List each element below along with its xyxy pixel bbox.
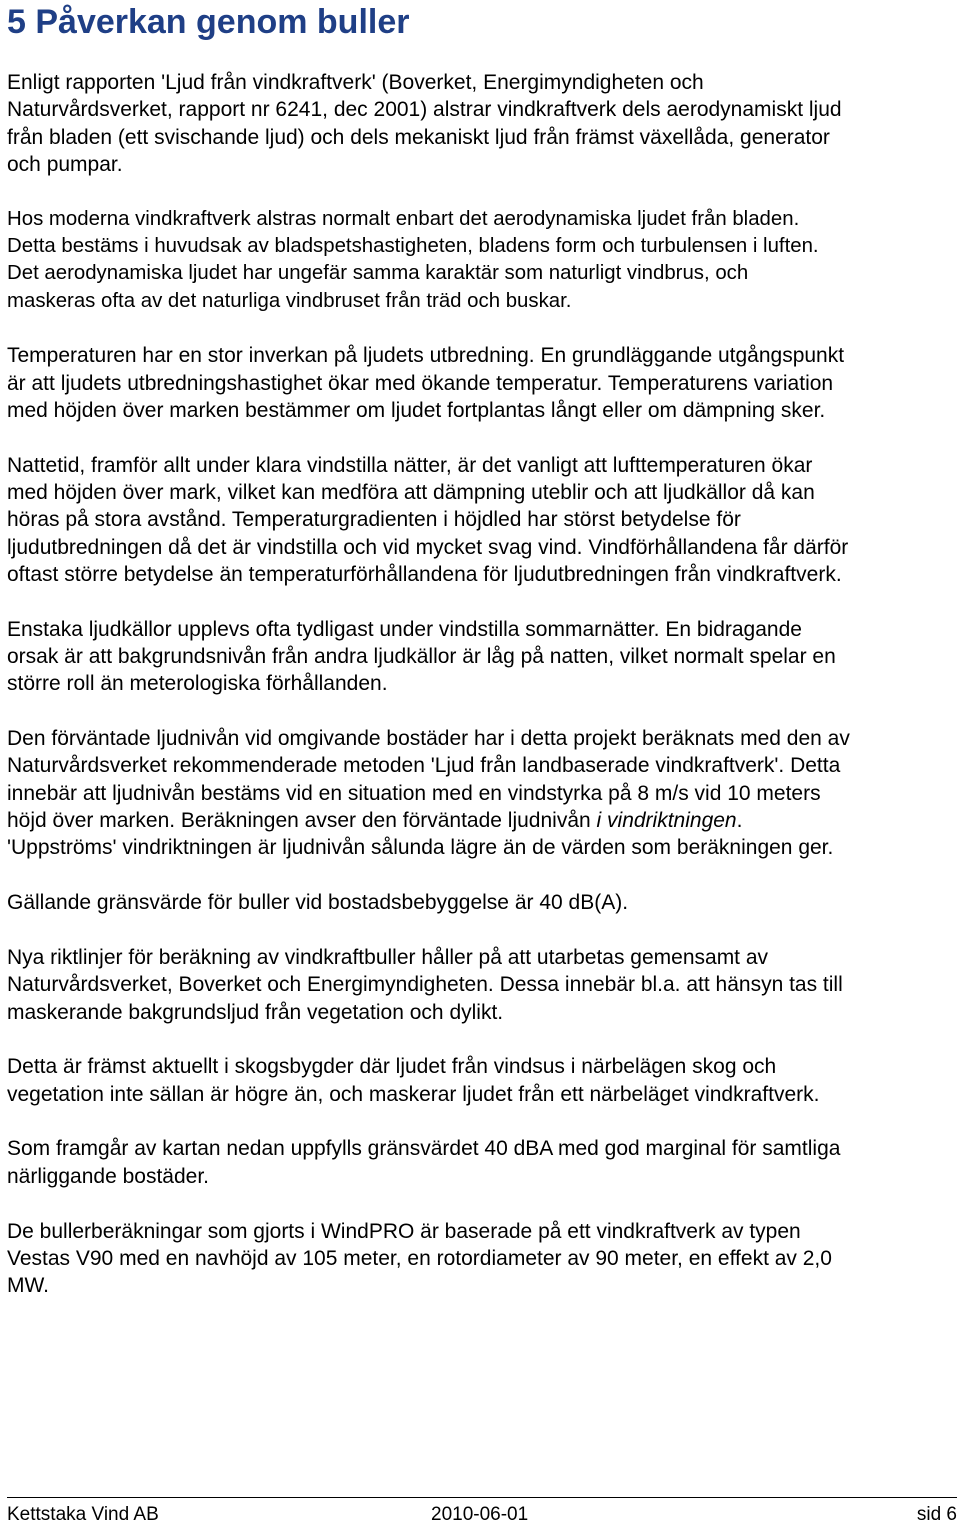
text-line: De bullerberäkningar som gjorts i WindPRO är baserade på ett vindkraftverk av typen: [7, 1219, 801, 1243]
footer-page-number: sid 6: [916, 1504, 957, 1525]
text-line: Som framgår av kartan nedan uppfylls gränsvärdet 40 dBA med god marginal för samtliga: [7, 1137, 841, 1161]
text-line: 'Uppströms' vindriktningen är ljudnivån sålunda lägre än de värden som beräkningen ger.: [7, 836, 834, 860]
paragraph-1: [7, 69, 957, 178]
text-line: oftast större betydelse än temperaturförhållandena för ljudutbredningen från vindkraftverk.: [7, 562, 842, 586]
footer-date: 2010-06-01: [431, 1504, 529, 1525]
text-line: ljudutbredningen då det är vindstilla och vid mycket svag vind. Vindförhållandena får därför: [7, 535, 849, 559]
text-line: Den förväntade ljudnivån vid omgivande bostäder har i detta projekt beräknats med den av: [7, 727, 850, 751]
text-run: .: [736, 809, 743, 833]
text-line: maskerande bakgrundsljud från vegetation och dylikt.: [7, 1000, 504, 1024]
text-line: Naturvårdsverket rekommenderade metoden 'Ljud från landbaserade vindkraftverk'. Detta: [7, 754, 841, 778]
paragraph-6: [7, 725, 957, 861]
text-line: höras på stora avstånd. Temperaturgradienten i höjdled har störst betydelse för: [7, 508, 741, 532]
text-line: större roll än meterologiska förhållanden.: [7, 672, 388, 696]
text-line: Gällande gränsvärde för buller vid bostadsbebyggelse är 40 dB(A).: [7, 891, 629, 915]
text-line: Temperaturen har en stor inverkan på ljudets utbredning. En grundläggande utgångspunkt: [7, 344, 845, 368]
text-line: Naturvårdsverket, Boverket och Energimyndigheten. Dessa innebär bl.a. att hänsyn tas till: [7, 973, 843, 997]
text-line: från bladen (ett svischande ljud) och dels mekaniskt ljud från främst växellåda, generator: [7, 125, 830, 149]
text-line: närliggande bostäder.: [7, 1164, 209, 1188]
text-line: med höjden över marken bestämmer om ljudet fortplantas långt eller om dämpning sker.: [7, 398, 826, 422]
paragraph-4: [7, 452, 957, 588]
text-run: höjd över marken. Beräkningen avser den förväntade ljudnivån: [7, 809, 597, 833]
text-line: Detta är främst aktuellt i skogsbygder där ljudet från vindsus i närbelägen skog och: [7, 1055, 777, 1079]
text-line: MW.: [7, 1274, 49, 1298]
text-line-mixed: [7, 807, 957, 834]
italic-phrase: i vindriktningen: [596, 809, 737, 833]
text-line: är att ljudets utbredningshastighet ökar med ökande temperatur. Temperaturens variation: [7, 371, 834, 395]
paragraph-9: [7, 1053, 957, 1108]
text-line: innebär att ljudnivån bestäms vid en situation med en vindstyrka på 8 m/s vid 10 meters: [7, 781, 821, 805]
text-line: Enstaka ljudkällor upplevs ofta tydligast under vindstilla sommarnätter. En bidragande: [7, 617, 802, 641]
paragraph-2: [7, 206, 957, 315]
document-body: [7, 69, 957, 1327]
text-line: Naturvårdsverket, rapport nr 6241, dec 2001) alstrar vindkraftverk dels aerodynamiskt ljud: [7, 98, 842, 122]
paragraph-3: [7, 342, 957, 424]
text-line: Detta bestäms i huvudsak av bladspetshastigheten, bladens form och turbulensen i luften.: [7, 234, 819, 257]
paragraph-11: [7, 1218, 957, 1300]
text-line: Enligt rapporten 'Ljud från vindkraftverk' (Boverket, Energimyndigheten och: [7, 71, 704, 94]
text-line: orsak är att bakgrundsnivån från andra ljudkällor är låg på natten, vilket normalt spelar en: [7, 645, 836, 669]
text-line: vegetation inte sällan är högre än, och maskerar ljudet från ett närbeläget vindkraftverk.: [7, 1082, 820, 1106]
footer-company: Kettstaka Vind AB: [7, 1504, 159, 1525]
footer-divider: [7, 1497, 957, 1498]
section-heading: 5 Påverkan genom buller: [7, 3, 410, 41]
paragraph-5: [7, 616, 957, 698]
text-line: Nya riktlinjer för beräkning av vindkraftbuller håller på att utarbetas gemensamt av: [7, 945, 769, 969]
text-line: Det aerodynamiska ljudet har ungefär samma karaktär som naturligt vindbrus, och: [7, 262, 749, 285]
text-line: med höjden över mark, vilket kan medföra att dämpning uteblir och att ljudkällor då kan: [7, 481, 815, 505]
paragraph-8: [7, 944, 957, 1026]
text-line: Vestas V90 med en navhöjd av 105 meter, en rotordiameter av 90 meter, en effekt av 2,0: [7, 1246, 832, 1270]
paragraph-10: [7, 1135, 957, 1190]
text-line: maskeras ofta av det naturliga vindbruset från träd och buskar.: [7, 289, 572, 312]
paragraph-7: [7, 889, 957, 916]
text-line: och pumpar.: [7, 152, 123, 176]
text-line: Hos moderna vindkraftverk alstras normalt enbart det aerodynamiska ljudet från bladen.: [7, 207, 800, 230]
text-line: Nattetid, framför allt under klara vindstilla nätter, är det vanligt att lufttemperaturen ökar: [7, 453, 813, 477]
